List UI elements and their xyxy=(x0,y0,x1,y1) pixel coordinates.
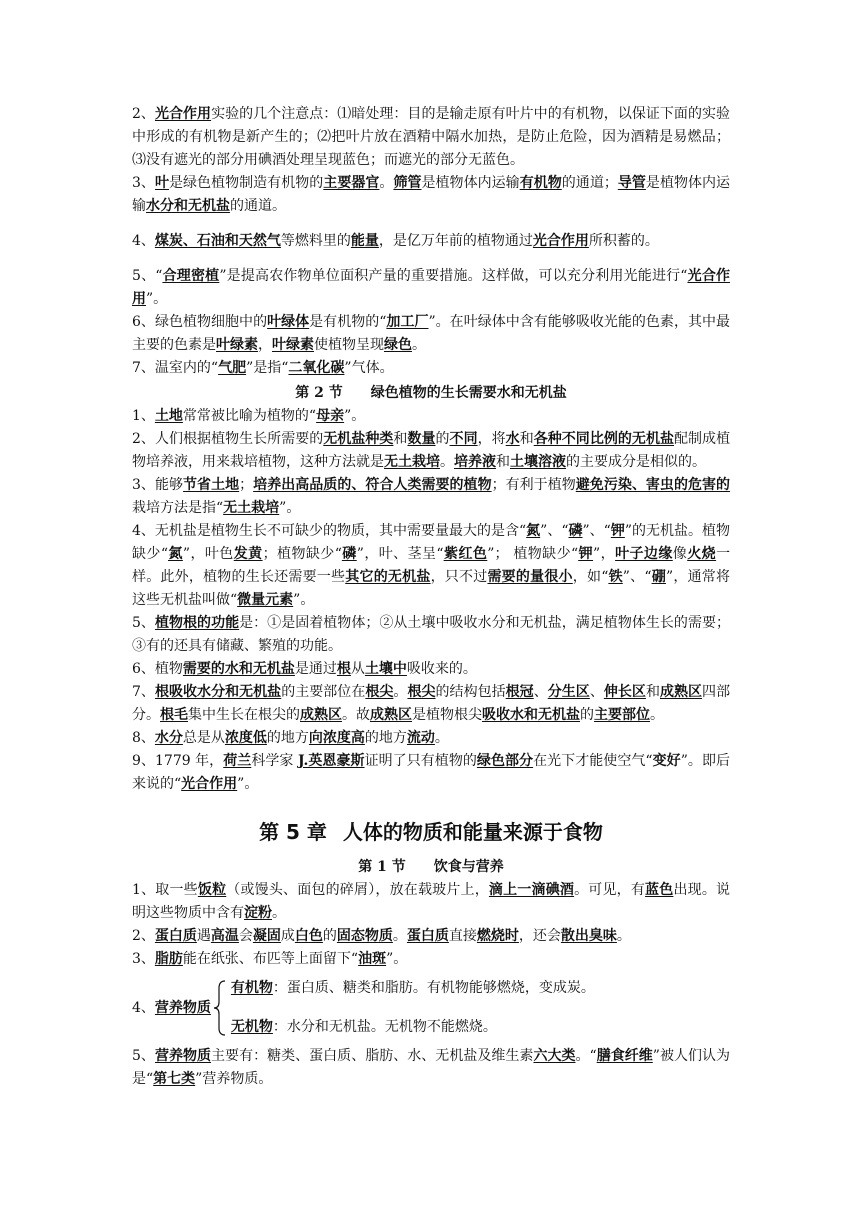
list-item: 5、营养物质主要有：糖类、蛋白质、脂肪、水、无机盐及维生素六大类。“膳食纤维”被人们认为是“第七类”营养物质。 xyxy=(132,1048,731,1087)
document-content xyxy=(132,103,730,1091)
list-item: 7、根吸收水分和无机盐的主要部位在根尖。根尖的结构包括根冠、分生区、伸长区和成熟区四部分。根毛集中生长在根尖的成熟区。故成熟区是植物根尖吸收水和无机盐的主要部位。 xyxy=(132,684,731,723)
list-item: 6、植物需要的水和无机盐是通过根从土壤中吸收来的。 xyxy=(132,661,477,677)
list-item: 5、植物根的功能是：①是固着植物体；②从土壤中吸收水分和无机盐，满足植物体生长的需要；③有的还具有储藏、繁殖的功能。 xyxy=(132,615,730,654)
list-item: 4、无机盐是植物生长不可缺少的物质，其中需要量最大的是含“氮”、“磷”、“钾”的无机盐。植物缺少“氮”，叶色发黄；植物缺少“磷”，叶、茎呈“紫红色”； 植物缺少“钾”，叶子边缘像火烧一样。此外，植物的生长还需要一些其它的无机盐，只不过需要的量很小，如“铁”、“硼”，通常将这些无机盐叫做“微量元素”。 xyxy=(132,523,731,608)
list-item: 8、水分总是从浓度低的地方向浓度高的地方流动。 xyxy=(132,730,449,746)
list-item: 1、土地常常被比喻为植物的“母亲”。 xyxy=(132,408,366,424)
organic-line: 有机物：蛋白质、糖类和脂肪。有机物能够燃烧，变成炭。 xyxy=(230,980,595,996)
nutrient-classification xyxy=(132,977,730,1039)
list-item: 3、脂肪能在纸张、布匹等上面留下“油斑”。 xyxy=(132,951,408,967)
list-item: 2、人们根据植物生长所需要的无机盐种类和数量的不同，将水和各种不同比例的无机盐配制成植物培养液，用来栽培植物，这种方法就是无土栽培。培养液和土壤溶液的主要成分是相似的。 xyxy=(132,431,731,470)
brace-label: 4、营养物质 xyxy=(132,999,211,1016)
inorganic-line: 无机物：水分和无机盐。无机物不能燃烧。 xyxy=(230,1019,497,1035)
list-item: 4、煤炭、石油和天然气等燃料里的能量，是亿万年前的植物通过光合作用所积蓄的。 xyxy=(132,233,659,249)
list-item: 1、取一些饭粒（或馒头、面包的碎屑），放在载玻片上，滴上一滴碘酒。可见，有蓝色出现。说明这些物质中含有淀粉。 xyxy=(132,882,731,921)
list-item: 5、“合理密植”是提高农作物单位面积产量的重要措施。这样做，可以充分利用光能进行“光合作用”。 xyxy=(132,268,730,307)
list-item: 7、温室内的“气肥”是指“二氧化碳”气体。 xyxy=(132,360,394,376)
list-item: 2、蛋白质遇高温会凝固成白色的固态物质。蛋白质直接燃烧时，还会散出臭味。 xyxy=(132,928,631,944)
chapter-heading: 第 5 章 人体的物质和能量来源于食物 xyxy=(259,820,603,844)
section-heading: 第 2 节 绿色植物的生长需要水和无机盐 xyxy=(295,385,567,401)
list-item: 3、叶是绿色植物制造有机物的主要器官。筛管是植物体内运输有机物的通道；导管是植物体内运输水分和无机盐的通道。 xyxy=(132,175,731,214)
list-item: 6、绿色植物细胞中的叶绿体是有机物的“加工厂”。在叶绿体中含有能够吸收光能的色素，其中最主要的色素是叶绿素，叶绿素使植物呈现绿色。 xyxy=(132,314,731,353)
list-item: 9、1779 年，荷兰科学家 J.英恩豪斯证明了只有植物的绿色部分在光下才能使空气“变好”。即后来说的“光合作用”。 xyxy=(132,753,731,792)
brace-icon xyxy=(213,980,227,1036)
brace-lines xyxy=(231,977,595,1039)
list-item: 2、光合作用实验的几个注意点：⑴暗处理：目的是输走原有叶片中的有机物，以保证下面的实验中形成的有机物是新产生的；⑵把叶片放在酒精中隔水加热，是防止危险，因为酒精是易燃品；⑶没有遮光的部分用碘酒处理呈现蓝色；而遮光的部分无蓝色。 xyxy=(132,106,730,168)
section-heading: 第 1 节 饮食与营养 xyxy=(358,859,504,875)
list-item: 3、能够节省土地；培养出高品质的、符合人类需要的植物；有利于植物避免污染、害虫的危害的栽培方法是指“无土栽培”。 xyxy=(132,477,731,516)
